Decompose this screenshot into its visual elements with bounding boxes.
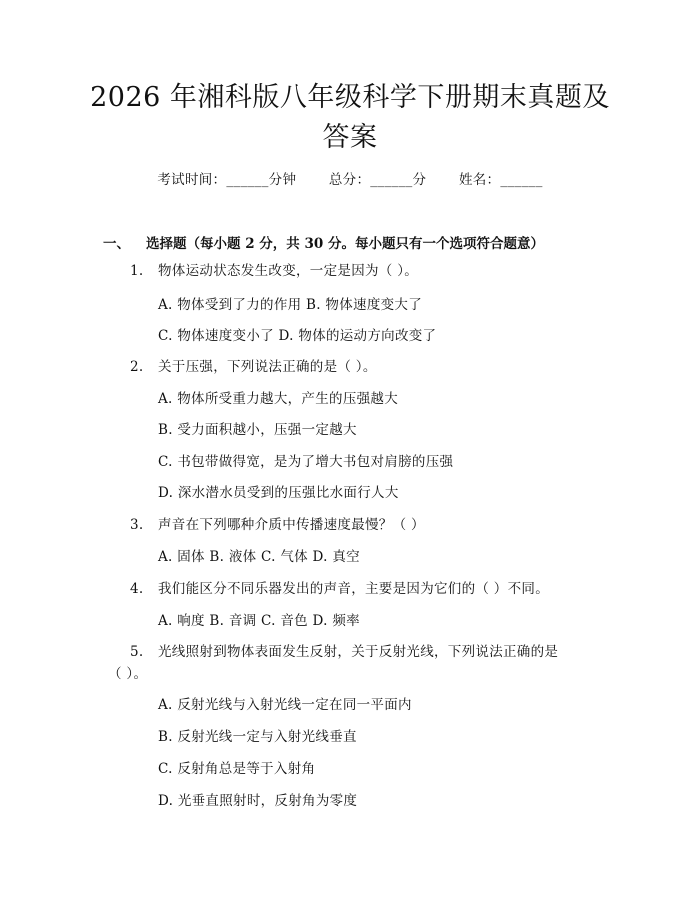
question-2-option-d: D. 深水潜水员受到的压强比水面行人大 <box>158 485 399 501</box>
question-2-option-b: B. 受力面积越小，压强一定越大 <box>158 422 357 438</box>
question-number: 4. <box>130 581 144 597</box>
question-3-options: A. 固体 B. 液体 C. 气体 D. 真空 <box>158 549 360 565</box>
question-5-continuation <box>108 662 608 686</box>
question-3 <box>110 513 610 537</box>
question-2-option-a: A. 物体所受重力越大，产生的压强越大 <box>158 391 399 407</box>
total-score-label: 总分：______分 <box>328 172 427 188</box>
question-text: 声音在下列哪种介质中传播速度最慢？（ ） <box>158 517 425 533</box>
question-5-option-a: A. 反射光线与入射光线一定在同一平面内 <box>158 697 412 713</box>
question-5-option-b: B. 反射光线一定与入射光线垂直 <box>158 729 357 745</box>
exam-meta <box>0 168 700 188</box>
question-text-line-1: 光线照射到物体表面发生反射，关于反射光线，下列说法正确的是 <box>158 644 559 660</box>
question-5 <box>110 640 580 664</box>
question-4 <box>110 577 610 601</box>
question-5-option-c: C. 反射角总是等于入射角 <box>158 761 316 777</box>
question-number: 3. <box>130 517 144 533</box>
question-2-option-c: C. 书包带做得宽，是为了增大书包对肩膀的压强 <box>158 454 454 470</box>
question-number: 2. <box>130 359 144 375</box>
question-text: 我们能区分不同乐器发出的声音，主要是因为它们的（ ）不同。 <box>158 581 549 597</box>
question-1-options-row-1: A. 物体受到了力的作用 B. 物体速度变大了 <box>158 297 423 313</box>
question-number: 1. <box>130 263 144 279</box>
question-text-line-2: （ ）。 <box>108 666 148 682</box>
question-2 <box>110 355 610 379</box>
page-title: 2026 年湘科版八年级科学下册期末真题及答案 <box>90 82 610 153</box>
section-heading <box>103 232 544 252</box>
section-title: 选择题（每小题 2 分，共 30 分。每小题只有一个选项符合题意） <box>146 236 544 252</box>
question-text: 关于压强，下列说法正确的是（ ）。 <box>158 359 377 375</box>
student-name-label: 姓名：______ <box>458 172 543 188</box>
question-4-options: A. 响度 B. 音调 C. 音色 D. 频率 <box>158 613 360 629</box>
exam-time-label: 考试时间：______分钟 <box>157 172 297 188</box>
question-number: 5. <box>130 644 144 660</box>
question-text: 物体运动状态发生改变，一定是因为（ ）。 <box>158 263 419 279</box>
question-1 <box>110 259 610 283</box>
question-5-option-d: D. 光垂直照射时，反射角为零度 <box>158 793 358 809</box>
section-number: 一、 <box>103 236 130 252</box>
question-1-options-row-2: C. 物体速度变小了 D. 物体的运动方向改变了 <box>158 328 437 344</box>
